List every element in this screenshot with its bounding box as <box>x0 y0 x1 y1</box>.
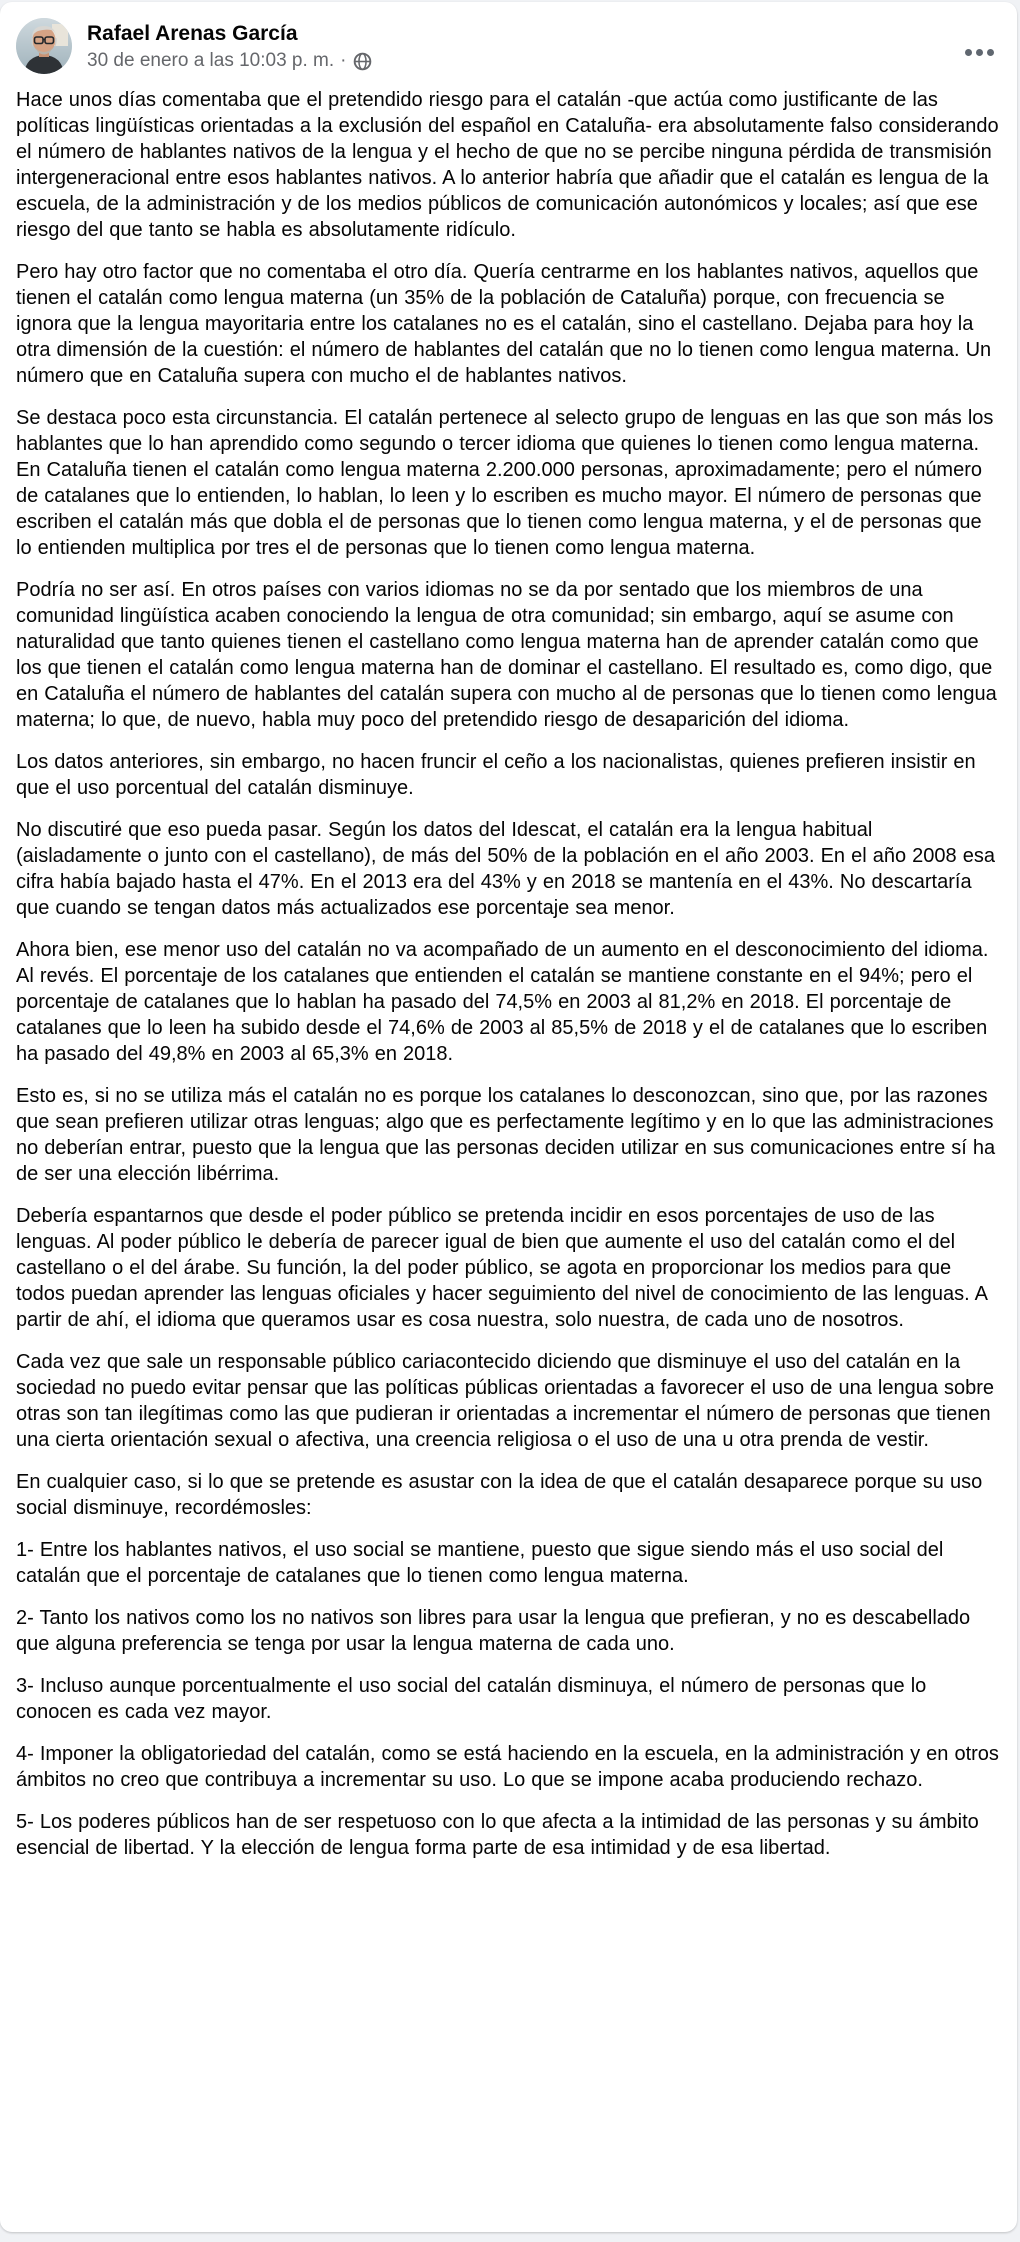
post-paragraph: Ahora bien, ese menor uso del catalán no va acompañado de un aumento en el desconocimiento del idioma. Al revés. El porcentaje de los catalanes que entienden el catalán se mantiene constante en el 94%; pero el porcentaje de catalanes que lo hablan ha pasado del 74,5% en 2003 al 81,2% en 2018. El porcentaje de catalanes que lo leen ha subido desde el 74,6% de 2003 al 85,5% de 2018 y el de catalanes que lo escriben ha pasado del 49,8% en 2003 al 65,3% en 2018. <box>16 939 989 1065</box>
post-paragraph: Hace unos días comentaba que el pretendido riesgo para el catalán -que actúa como justificante de las políticas lingüísticas orientadas a la exclusión del español en Cataluña- era absolutamente falso considerando el número de hablantes nativos de la lengua y el hecho de que no se percibe ninguna pérdida de transmisión intergeneracional entre esos hablantes nativos. A lo anterior habría que añadir que el catalán es lengua de la escuela, de la administración y de los medios públicos de comunicación autonómicos y locales; así que ese riesgo del que tanto se habla es absolutamente ridículo. <box>16 89 999 241</box>
profile-photo-man-glasses-icon <box>16 18 72 74</box>
post-list-item: 4- Imponer la obligatoriedad del catalán, como se está haciendo en la escuela, en la administración y en otros ámbitos no creo que contribuya a incrementar su uso. Lo que se impone acaba produciendo rechazo. <box>16 1743 999 1791</box>
post-paragraph: Debería espantarnos que desde el poder público se pretenda incidir en esos porcentajes de uso de las lenguas. Al poder público le debería de parecer igual de bien que aumente el uso del catalán como el del castellano o el del árabe. Su función, la del poder público, se agota en proporcionar los medios para que todos puedan aprender las lenguas oficiales y hacer seguimiento del nivel de conocimiento de las lenguas. A partir de ahí, el idioma que queramos usar es cosa nuestra, solo nuestra, de cada uno de nosotros. <box>16 1205 987 1331</box>
post-paragraph: Se destaca poco esta circunstancia. El catalán pertenece al selecto grupo de lenguas en las que son más los hablantes que lo han aprendido como segundo o tercer idioma que quienes lo tienen como lengua materna. En Cataluña tienen el catalán como lengua materna 2.200.000 personas, aproximadamente; pero el número de catalanes que lo entienden, lo hablan, lo leen y lo escriben es mucho mayor. El número de personas que escriben el catalán más que dobla el de personas que lo tienen como lengua materna, y el de personas que lo entienden multiplica por tres el de personas que lo tienen como lengua materna. <box>16 407 994 559</box>
post-meta <box>87 51 372 72</box>
ellipsis-icon <box>987 49 994 56</box>
post-paragraph: Esto es, si no se utiliza más el catalán no es porque los catalanes lo desconozcan, sino que, por las razones que sean prefieren utilizar otras lenguas; algo que es perfectamente legítimo y en lo que las administraciones no deberían entrar, puesto que la lengua que las personas deciden utilizar en sus comunicaciones entre sí ha de ser una elección libérrima. <box>16 1085 996 1185</box>
post-body <box>16 87 1001 1861</box>
post-paragraph: No discutiré que eso pueda pasar. Según los datos del Idescat, el catalán era la lengua habitual (aisladamente o junto con el castellano), de más del 50% de la población en el año 2003. En el año 2008 esa cifra había bajado hasta el 47%. En el 2013 era del 43% y en 2018 se mantenía en el 43%. No descartaría que cuando se tengan datos más actualizados ese porcentaje sea menor. <box>16 819 995 919</box>
meta-separator: · <box>340 50 347 72</box>
post-card <box>0 2 1017 2232</box>
timestamp-link[interactable]: 30 de enero a las 10:03 p. m. <box>87 50 335 72</box>
ellipsis-icon <box>965 49 972 56</box>
post-list-item: 3- Incluso aunque porcentualmente el uso social del catalán disminuya, el número de personas que lo conocen es cada vez mayor. <box>16 1675 927 1723</box>
post-header <box>16 18 1001 74</box>
post-paragraph: Podría no ser así. En otros países con varios idiomas no se da por sentado que los miembros de una comunidad lingüística acaben conociendo la lengua de otra comunidad; sin embargo, aquí se asume con naturalidad que tanto quienes tienen el castellano como lengua materna han de aprender catalán como que los que tienen el catalán como lengua materna han de dominar el castellano. El resultado es, como digo, que en Cataluña el número de hablantes del catalán supera con mucho al de personas que lo tienen como lengua materna; lo que, de nuevo, habla muy poco del pretendido riesgo de desaparición del idioma. <box>16 579 997 731</box>
post-list-item: 1- Entre los hablantes nativos, el uso social se mantiene, puesto que sigue siendo más el uso social del catalán que el porcentaje de catalanes que lo tienen como lengua materna. <box>16 1539 944 1587</box>
post-options-button[interactable] <box>959 32 999 72</box>
header-text <box>87 20 372 72</box>
author-name-link[interactable]: Rafael Arenas García <box>87 21 298 45</box>
post-paragraph: Los datos anteriores, sin embargo, no hacen fruncir el ceño a los nacionalistas, quienes prefieren insistir en que el uso porcentual del catalán disminuye. <box>16 751 976 799</box>
post-list-item: 5- Los poderes públicos han de ser respetuoso con lo que afecta a la intimidad de las personas y su ámbito esencial de libertad. Y la elección de lengua forma parte de esa intimidad y de esa libertad. <box>16 1811 979 1859</box>
post-list-item: 2- Tanto los nativos como los no nativos son libres para usar la lengua que prefieran, y no es descabellado que alguna preferencia se tenga por usar la lengua materna de cada uno. <box>16 1607 971 1655</box>
post-paragraph: Cada vez que sale un responsable público cariacontecido diciendo que disminuye el uso del catalán en la sociedad no puedo evitar pensar que las políticas públicas orientadas a favorecer el uso de una lengua sobre otras son tan ilegítimas como las que pudieran ir orientadas a incrementar el número de personas que tienen una cierta orientación sexual o afectiva, una creencia religiosa o el uso de una u otra prenda de vestir. <box>16 1351 995 1451</box>
ellipsis-icon <box>976 49 983 56</box>
globe-public-icon <box>353 52 372 71</box>
post-paragraph: En cualquier caso, si lo que se pretende es asustar con la idea de que el catalán desaparece porque su uso social disminuye, recordémosles: <box>16 1471 983 1519</box>
avatar[interactable] <box>16 18 72 74</box>
post-paragraph: Pero hay otro factor que no comentaba el otro día. Quería centrarme en los hablantes nativos, aquellos que tienen el catalán como lengua materna (un 35% de la población de Cataluña) porque, con frecuencia se ignora que la lengua mayoritaria entre los catalanes no es el catalán, sino el castellano. Dejaba para hoy la otra dimensión de la cuestión: el número de hablantes del catalán que no lo tienen como lengua materna. Un número que en Cataluña supera con mucho el de hablantes nativos. <box>16 261 992 387</box>
